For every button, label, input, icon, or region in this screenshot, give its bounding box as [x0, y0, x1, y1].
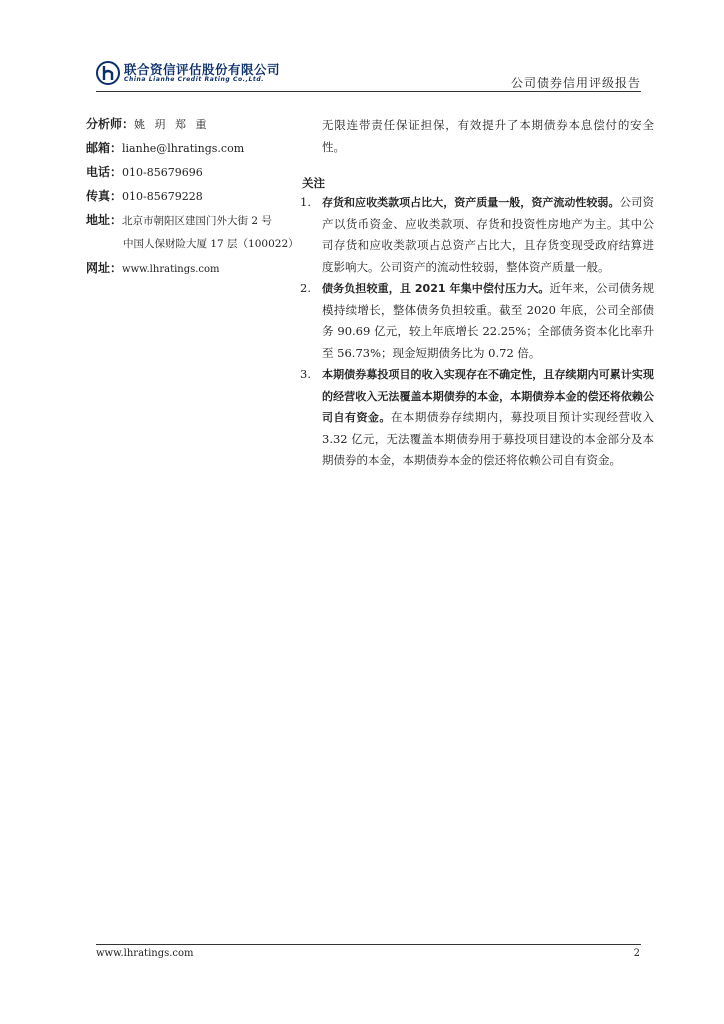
address-line-1: 北京市朝阳区建国门外大街 2 号: [122, 215, 272, 227]
list-item-text: 在本期债券存续期内，募投项目预计实现经营收入 3.32 亿元，无法覆盖本期债券用于募投项目建设的本金部分及本期债券的本金，本期债券本金的偿还将依赖公司自有资金。: [322, 410, 654, 467]
section-title-concerns: 关注: [302, 176, 325, 190]
list-item-body: [322, 364, 654, 472]
concern-list: [300, 192, 655, 472]
list-item-heading: 本期债券募投项目的收入实现存在不确定性，且存续期内可累计实现的经营收入无法覆盖本期债券的本金，本期债券本金的偿还将依赖公司自有资金。: [322, 368, 654, 424]
list-item-body: [322, 278, 654, 364]
list-item-text: 近年来，公司债务规模持续增长，整体债务负担较重。截至 2020 年底，公司全部债务 90.69 亿元，较上年底增长 22.25%；全部债务资本化比率升至 56.73%；现金短期债务比为 0.72 倍。: [322, 281, 654, 360]
list-item: [300, 192, 655, 278]
fax-label: 传真：: [86, 189, 123, 203]
list-item-heading: 债务负担较重，且 2021 年集中偿付压力大。: [322, 282, 550, 295]
footer-website[interactable]: www.lhratings.com: [96, 948, 194, 959]
list-item-text: 公司资产以货币资金、应收类款项、存货和投资性房地产为主。其中公司存货和应收类款项占总资产占比大，且存货变现受政府结算进度影响大。公司资产的流动性较弱，整体资产质量一般。: [322, 195, 655, 274]
website-row: [86, 259, 296, 283]
footer-divider: [96, 944, 641, 945]
analysts-row: [86, 115, 296, 139]
page-number: 2: [633, 948, 640, 959]
lianhe-logo-icon: [96, 61, 120, 85]
phone-value: 010-85679696: [122, 166, 203, 179]
address-row: [86, 211, 296, 235]
main-content: [300, 115, 655, 472]
analysts-value: 姚 玥 郑 重: [134, 118, 210, 131]
address-label: 地址：: [86, 213, 123, 227]
email-link[interactable]: lianhe@lhratings.com: [122, 142, 245, 155]
email-label: 邮箱：: [86, 141, 123, 155]
header-divider: [96, 91, 641, 92]
company-name-cn: 联合资信评估股份有限公司: [124, 62, 281, 77]
list-item-heading: 存货和应收类款项占比大，资产质量一般，资产流动性较弱。: [322, 196, 620, 209]
list-item: [300, 278, 654, 364]
list-item: [300, 364, 654, 472]
email-row: [86, 139, 296, 163]
continuation-paragraph: 无限连带责任保证担保，有效提升了本期债券本息偿付的安全性。: [322, 118, 654, 154]
phone-label: 电话：: [86, 165, 123, 179]
fax-row: [86, 187, 296, 211]
list-item-number: 3.: [300, 367, 311, 381]
list-item-number: 1.: [300, 195, 311, 209]
website-label: 网址：: [86, 261, 123, 275]
company-name-en: China Lianhe Credit Rating Co.,Ltd.: [124, 76, 265, 83]
contact-info: [86, 115, 299, 283]
fax-value: 010-85679228: [122, 190, 203, 203]
document-type: 公司债券信用评级报告: [510, 76, 641, 90]
website-link[interactable]: www.lhratings.com: [122, 264, 220, 275]
analysts-label: 分析师：: [86, 117, 135, 131]
list-item-number: 2.: [300, 281, 311, 295]
address-line-2: 中国人保财险大厦 17 层（100022）: [123, 238, 299, 250]
phone-row: [86, 163, 296, 187]
list-item-body: [322, 192, 654, 278]
page-header: [96, 58, 641, 92]
